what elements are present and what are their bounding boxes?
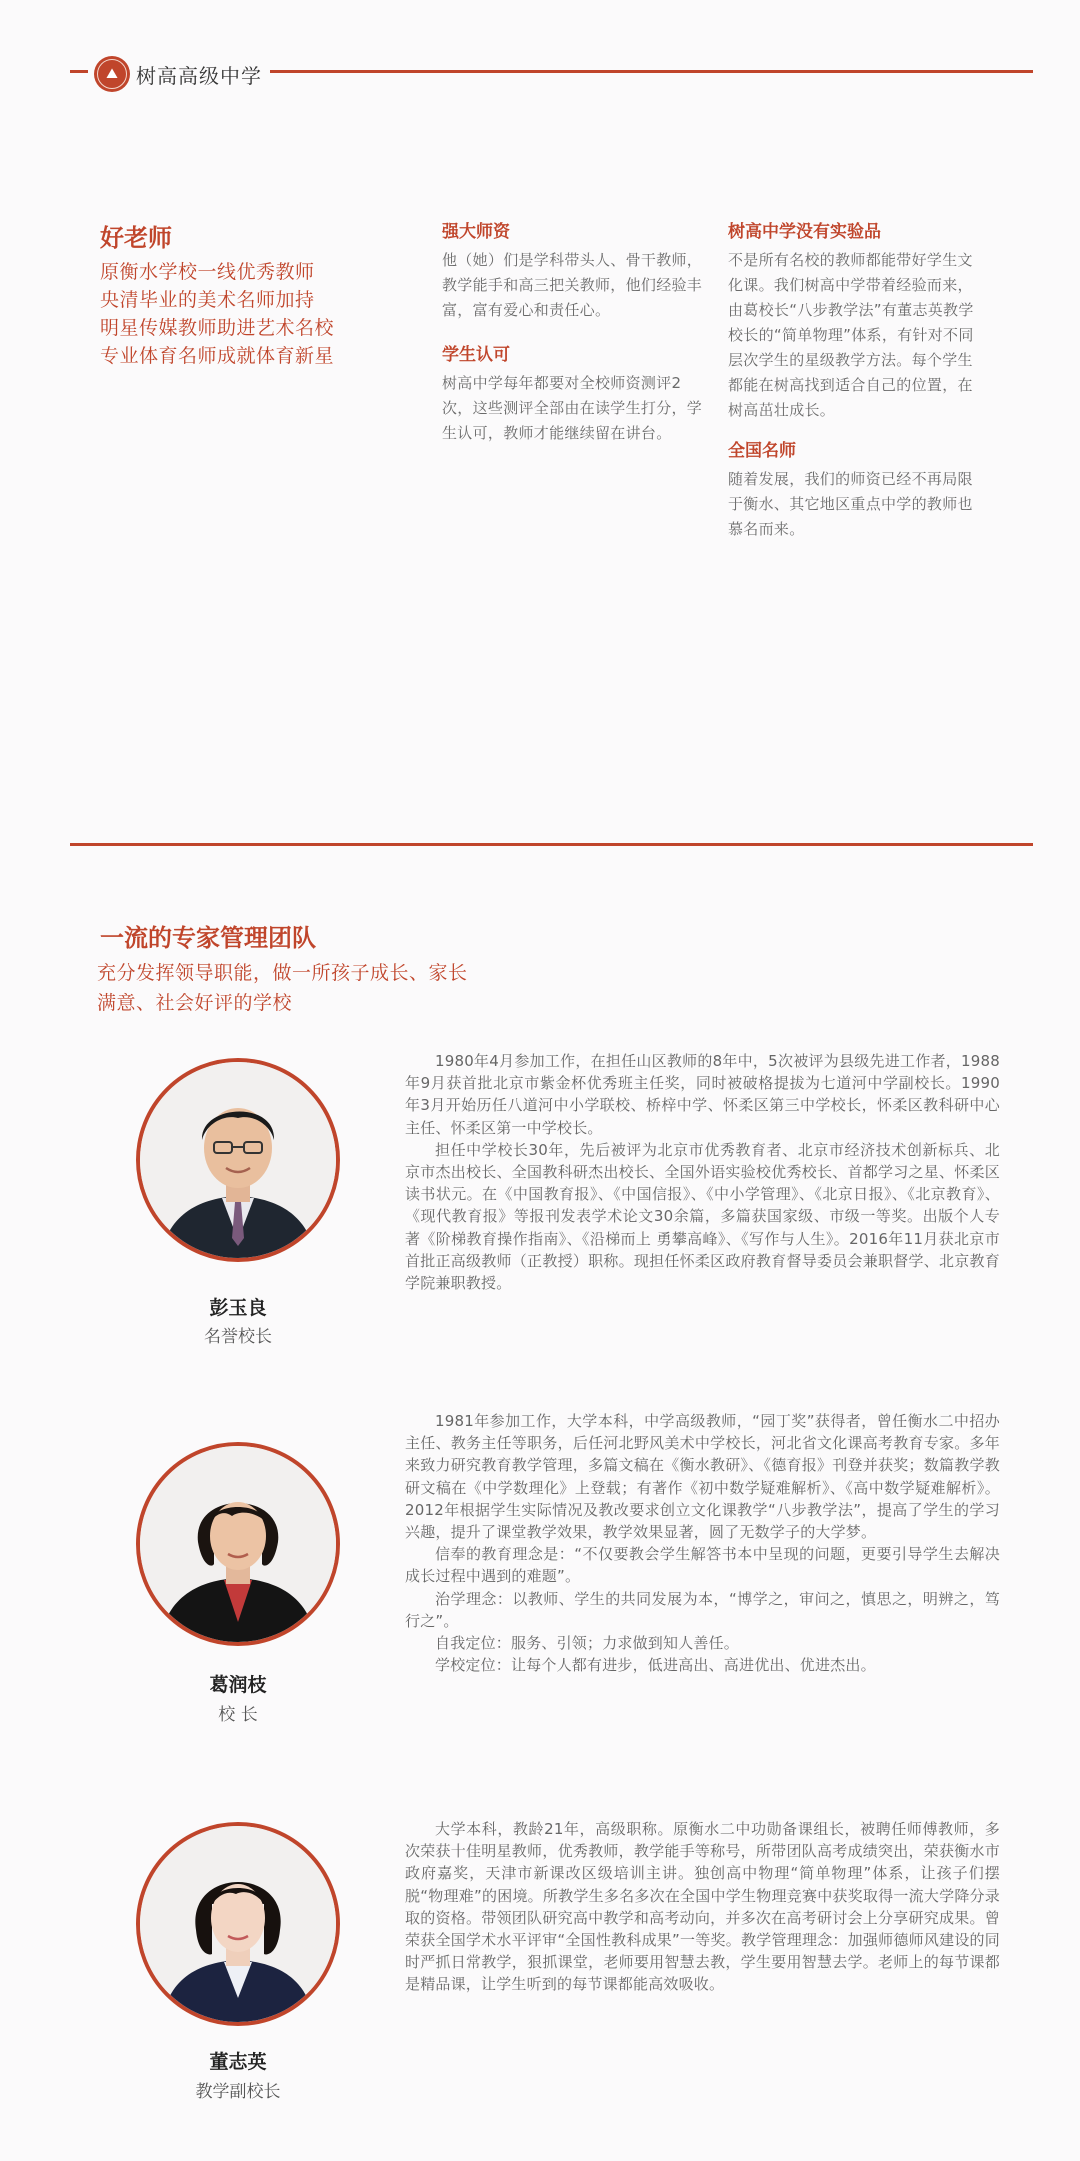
header-rule-right [270, 70, 1033, 73]
bio-paragraph: 学校定位：让每个人都有进步，低进高出、高进优出、优进杰出。 [435, 1656, 876, 1675]
person-role: 校 长 [218, 1705, 258, 1725]
management-subtitle [97, 958, 617, 1018]
block-heading: 学生认可 [442, 345, 510, 365]
bio-paragraph: 信奉的教育理念是：“不仅要教会学生解答书本中呈现的问题，更要引导学生去解决成长过程中遇到的难题”。 [405, 1545, 1000, 1586]
block-text: 他（她）们是学科带头人、骨干教师，教学能手和高三把关教师，他们经验丰富，富有爱心和责任心。 [442, 251, 703, 319]
good-teachers-title: 好老师 [100, 224, 172, 252]
block-national-teachers [728, 436, 988, 542]
person-role: 名誉校长 [204, 1327, 272, 1347]
block-strong-faculty [442, 217, 704, 323]
management-title: 一流的专家管理团队 [100, 924, 316, 952]
block-text: 随着发展，我们的师资已经不再局限于衡水、其它地区重点中学的教师也慕名而来。 [728, 470, 973, 538]
feature-line: 央清毕业的美术名师加持 [100, 289, 315, 311]
section-divider [70, 843, 1033, 846]
feature-line: 明星传媒教师助进艺术名校 [100, 317, 335, 339]
block-text: 不是所有名校的教师都能带好学生文化课。我们树高中学带着经验而来，由葛校长“八步教学法”有董志英教学校长的“简单物理”体系，有针对不同层次学生的星级教学方法。每个学生都能在树高找到适合自己的位置，在树高茁壮成长。 [728, 251, 974, 419]
school-logo [94, 56, 130, 92]
mountain-icon: ⛰ [97, 59, 127, 89]
person-bio [405, 1818, 1000, 1996]
good-teachers-lines [100, 258, 430, 370]
person-bio [405, 1410, 1000, 1676]
bio-paragraph: 担任中学校长30年，先后被评为北京市优秀教育者、北京市经济技术创新标兵、北京市杰出校长、全国教科研杰出校长、全国外语实验校优秀校长、首都学习之星、怀柔区读书状元。在《中国教育报》、《中国信报》、《中小学管理》、《北京日报》、《北京教育》、《现代教育报》等报刊发表学术论文30余篇，多篇获国家级、市级一等奖。出版个人专著《阶梯教育操作指南》、《沿梯而上 勇攀高峰》、《写作与人生》。2016年11月获北京市首批正高级教师（正教授）职称。现担任怀柔区政府教育督导委员会兼职督学、北京教育学院兼职教授。 [405, 1140, 1000, 1293]
block-heading: 树高中学没有实验品 [728, 222, 881, 242]
person-role: 教学副校长 [195, 2082, 281, 2102]
avatar [136, 1822, 340, 2026]
person-bio [405, 1050, 1000, 1294]
subtitle-line: 充分发挥领导职能，做一所孩子成长、家长 [97, 962, 468, 984]
person-name: 彭玉良 [209, 1297, 267, 1319]
person-name: 董志英 [209, 2051, 267, 2073]
bio-paragraph: 1980年4月参加工作，在担任山区教师的8年中，5次被评为县级先进工作者，1988年9月获首批北京市紫金杯优秀班主任奖，同时被破格提拔为七道河中学副校长。1990年3月开始历任八道河中小学联校、桥梓中学、怀柔区第三中学校长，怀柔区教科研中心主任、怀柔区第一中学校长。 [405, 1052, 1000, 1137]
block-no-experiment [728, 217, 988, 423]
bio-paragraph: 治学理念：以教师、学生的共同发展为本，“博学之，审问之，慎思之，明辨之，笃行之”。 [405, 1589, 1000, 1630]
bio-paragraph: 大学本科，教龄21年，高级职称。原衡水二中功勋备课组长，被聘任师傅教师，多次荣获十佳明星教师，优秀教师，教学能手等称号，所带团队高考成绩突出，荣获衡水市政府嘉奖，天津市新课改区级培训主讲。独创高中物理“简单物理”体系，让孩子们摆脱“物理难”的困境。所教学生多名多次在全国中学生物理竞赛中获奖取得一流大学降分录取的资格。带领团队研究高中教学和高考动向，并多次在高考研讨会上分享研究成果。曾荣获全国学术水平评审“全国性教科成果”一等奖。教学管理理念：加强师德师风建设的同时严抓日常教学，狠抓课堂，老师要用智慧去教，学生要用智慧去学。老师上的每节课都是精品课，让学生听到的每节课都能高效吸收。 [405, 1820, 1000, 1994]
subtitle-line: 满意、社会好评的学校 [97, 992, 293, 1014]
block-heading: 强大师资 [442, 222, 510, 242]
block-heading: 全国名师 [728, 441, 796, 461]
avatar [136, 1058, 340, 1262]
portrait-man-icon [140, 1062, 336, 1258]
person-name: 葛润枝 [209, 1674, 267, 1696]
bio-paragraph: 1981年参加工作，大学本科，中学高级教师，“园丁奖”获得者，曾任衡水二中招办主任、教务主任等职务，后任河北野风美术中学校长，河北省文化课高考教育专家。多年来致力研究教育教学管理，多篇文稿在《衡水教研》、《德育报》刊登并获奖；数篇教学教研文稿在《中学数理化》上登载；有著作《初中数学疑难解析》、《高中数学疑难解析》。2012年根据学生实际情况及教改要求创立文化课教学“八步教学法”，提高了学生的学习兴趣，提升了课堂教学效果，教学效果显著，圆了无数学子的大学梦。 [405, 1412, 1000, 1542]
block-student-approval [442, 340, 704, 446]
block-text: 树高中学每年都要对全校师资测评2次，这些测评全部由在读学生打分，学生认可，教师才能继续留在讲台。 [442, 374, 703, 442]
feature-line: 专业体育名师成就体育新星 [100, 345, 335, 367]
bio-paragraph: 自我定位：服务、引领；力求做到知人善任。 [435, 1634, 740, 1653]
header-rule-left [70, 70, 88, 73]
portrait-woman-icon [140, 1446, 336, 1642]
school-name: 树高高级中学 [136, 64, 262, 88]
avatar [136, 1442, 340, 1646]
portrait-woman-icon [140, 1826, 336, 2022]
feature-line: 原衡水学校一线优秀教师 [100, 261, 315, 283]
